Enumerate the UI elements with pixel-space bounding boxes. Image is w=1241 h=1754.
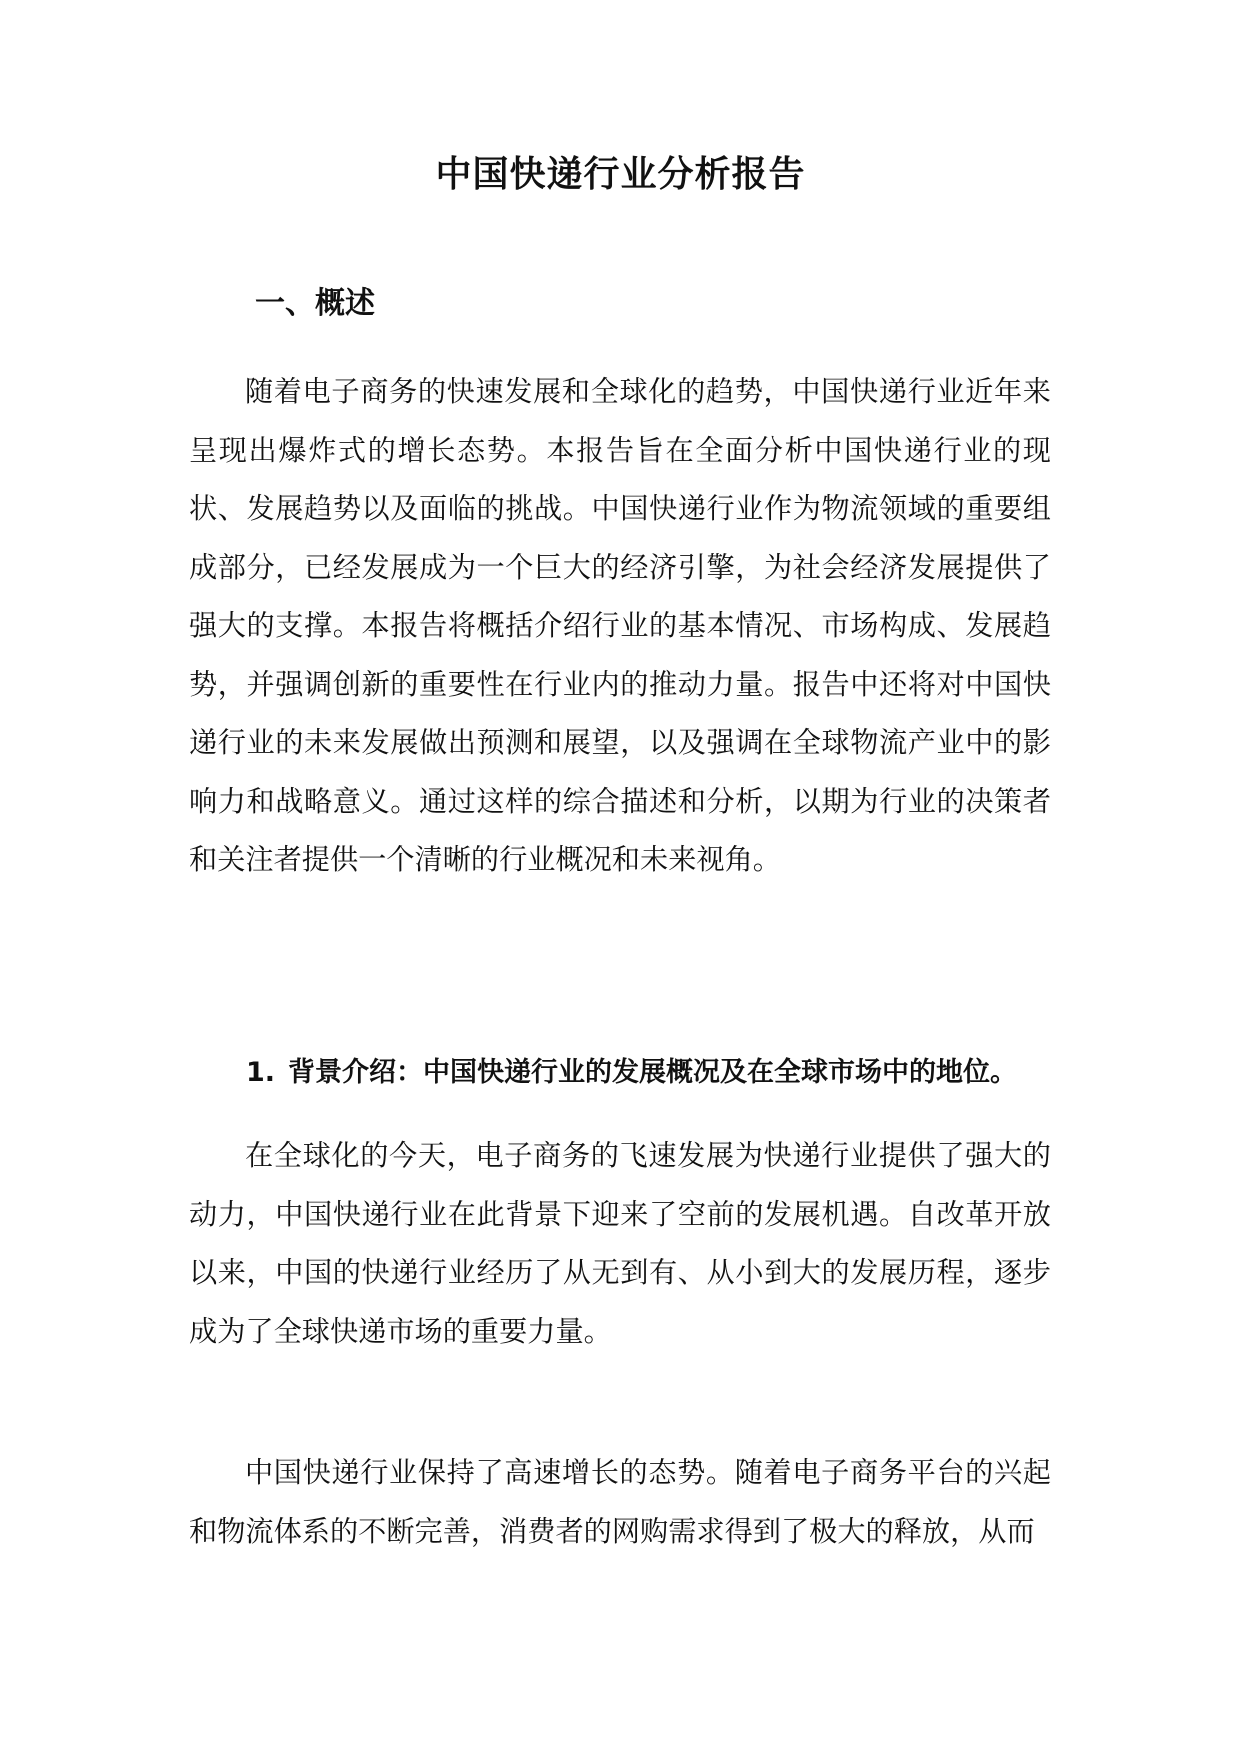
section-heading-overview: 一、概述 [255,286,375,321]
background-paragraph-2: 中国快递行业保持了高速增长的态势。随着电子商务平台的兴起和物流体系的不断完善，消费者的网购需求得到了极大的释放，从而 [189,1456,1051,1548]
background-paragraph-1: 在全球化的今天，电子商务的飞速发展为快递行业提供了强大的动力，中国快递行业在此背景下迎来了空前的发展机遇。自改革开放以来，中国的快递行业经历了从无到有、从小到大的发展历程，逐步成为了全球快递市场的重要力量。 [189,1139,1051,1348]
subsection-number: 1. [246,1057,276,1088]
document-title: 中国快递行业分析报告 [435,154,806,195]
subsection-heading-background [246,1053,1017,1093]
subsection-title: 背景介绍：中国快递行业的发展概况及在全球市场中的地位。 [288,1057,1017,1088]
overview-paragraph: 随着电子商务的快速发展和全球化的趋势，中国快递行业近年来呈现出爆炸式的增长态势。本报告旨在全面分析中国快递行业的现状、发展趋势以及面临的挑战。中国快递行业作为物流领域的重要组成部分，已经发展成为一个巨大的经济引擎，为社会经济发展提供了强大的支撑。本报告将概括介绍行业的基本情况、市场构成、发展趋势，并强调创新的重要性在行业内的推动力量。报告中还将对中国快递行业的未来发展做出预测和展望，以及强调在全球物流产业中的影响力和战略意义。通过这样的综合描述和分析，以期为行业的决策者和关注者提供一个清晰的行业概况和未来视角。 [189,375,1051,876]
